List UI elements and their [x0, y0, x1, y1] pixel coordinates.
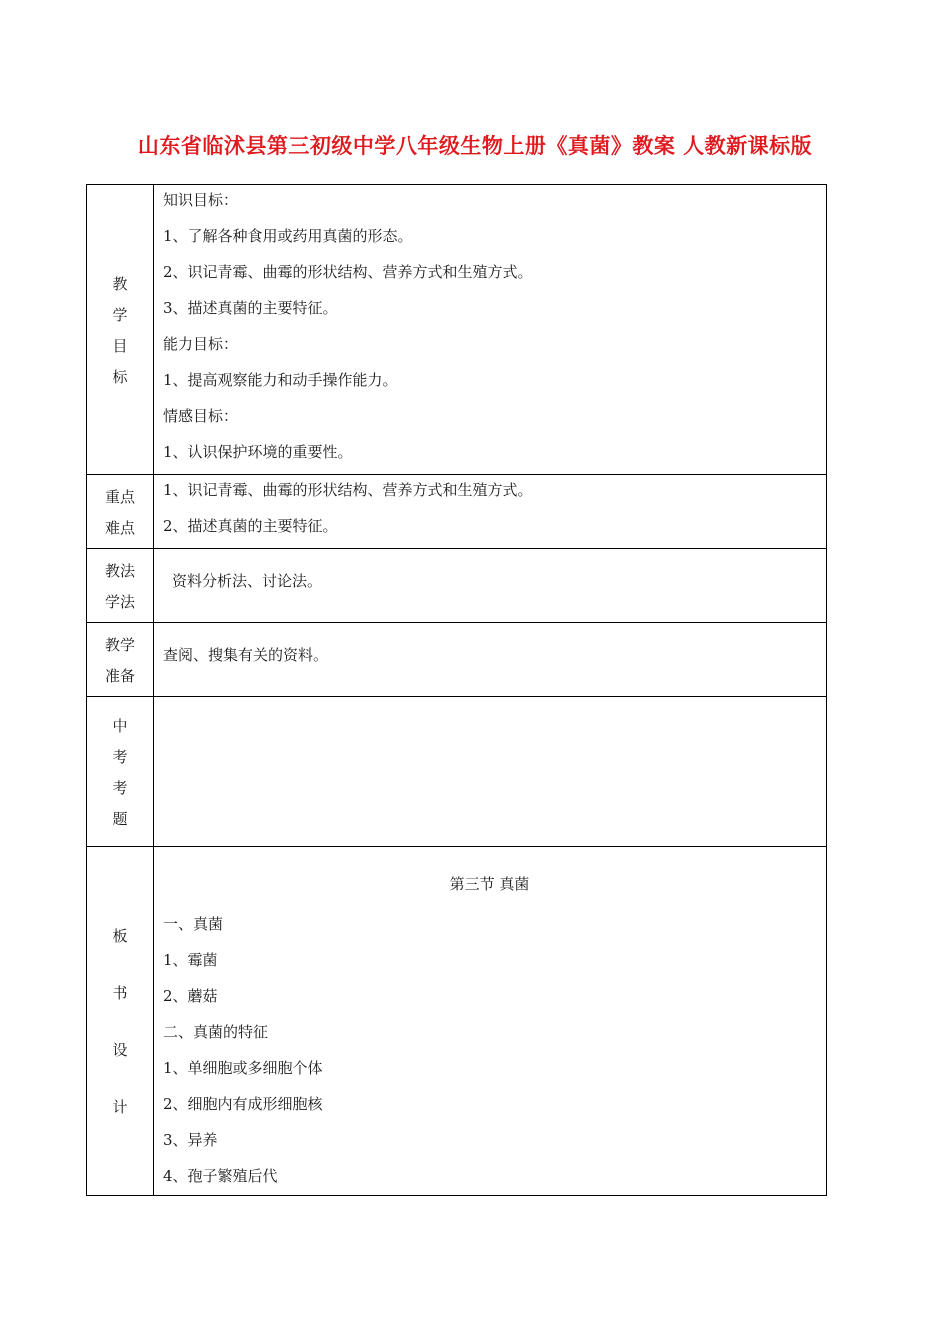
list-item: 2、细胞内有成形细胞核: [163, 1095, 323, 1113]
list-item: 查阅、搜集有关的资料。: [163, 646, 329, 664]
list-item: 二、真菌的特征: [163, 1023, 269, 1041]
table-row-teaching-goals: [87, 185, 826, 475]
label-line: 学法: [104, 592, 135, 611]
label-line: 准备: [104, 666, 135, 685]
table-row-key-points: [87, 475, 826, 549]
label-char: 教: [112, 274, 128, 293]
list-item: 知识目标：: [163, 191, 239, 209]
list-item: 1、提高观察能力和动手操作能力。: [163, 371, 398, 389]
table-row-preparation: [87, 623, 826, 697]
table-row-methods: [87, 549, 826, 623]
list-item: 一、真菌: [163, 915, 224, 933]
list-item: 情感目标：: [163, 407, 239, 425]
list-item: 4、孢子繁殖后代: [163, 1167, 278, 1185]
section-heading: 第三节 真菌: [449, 875, 530, 893]
row-label-teaching-goals: [87, 185, 154, 474]
row-content-board-design: [163, 871, 816, 1199]
label-char: 设: [112, 1041, 128, 1059]
list-item: 1、单细胞或多细胞个体: [163, 1059, 323, 1077]
label-char: 目: [112, 336, 128, 355]
row-content-preparation: [163, 642, 816, 678]
row-content-methods: [172, 568, 816, 604]
row-label-board-design: [87, 847, 154, 1195]
label-line: 教学: [104, 635, 135, 654]
label-char: 题: [112, 809, 128, 828]
list-item: 能力目标：: [163, 335, 239, 353]
label-char: 考: [112, 778, 128, 797]
label-char: 考: [112, 747, 128, 766]
row-label-key-points: [87, 475, 154, 548]
list-item: 资料分析法、讨论法。: [172, 572, 323, 590]
label-char: 书: [112, 984, 128, 1002]
label-char: 计: [112, 1098, 128, 1116]
label-char: 标: [112, 367, 128, 386]
label-char: 板: [112, 927, 128, 945]
label-char: 中: [112, 716, 128, 735]
list-item: 3、异养: [163, 1131, 218, 1149]
list-item: 1、霉菌: [163, 951, 218, 969]
page-title: 山东省临沭县第三初级中学八年级生物上册《真菌》教案 人教新课标版: [137, 134, 813, 158]
label-line: 难点: [104, 518, 135, 537]
label-char: 学: [112, 305, 128, 324]
row-content-key-points: [163, 477, 816, 549]
row-content-teaching-goals: [163, 187, 816, 475]
lesson-plan-table: [86, 184, 827, 1196]
list-item: 3、描述真菌的主要特征。: [163, 299, 338, 317]
list-item: 1、识记青霉、曲霉的形状结构、营养方式和生殖方式。: [163, 481, 533, 499]
list-item: 2、识记青霉、曲霉的形状结构、营养方式和生殖方式。: [163, 263, 533, 281]
list-item: 1、认识保护环境的重要性。: [163, 443, 353, 461]
list-item: 1、了解各种食用或药用真菌的形态。: [163, 227, 413, 245]
list-item: 2、描述真菌的主要特征。: [163, 517, 338, 535]
label-line: 重点: [104, 487, 135, 506]
label-line: 教法: [104, 561, 135, 580]
row-label-methods: [87, 549, 154, 622]
row-label-exam-questions: [87, 697, 154, 846]
table-row-board-design: [87, 847, 826, 1195]
list-item: 2、蘑菇: [163, 987, 218, 1005]
table-row-exam-questions: [87, 697, 826, 847]
row-label-preparation: [87, 623, 154, 696]
